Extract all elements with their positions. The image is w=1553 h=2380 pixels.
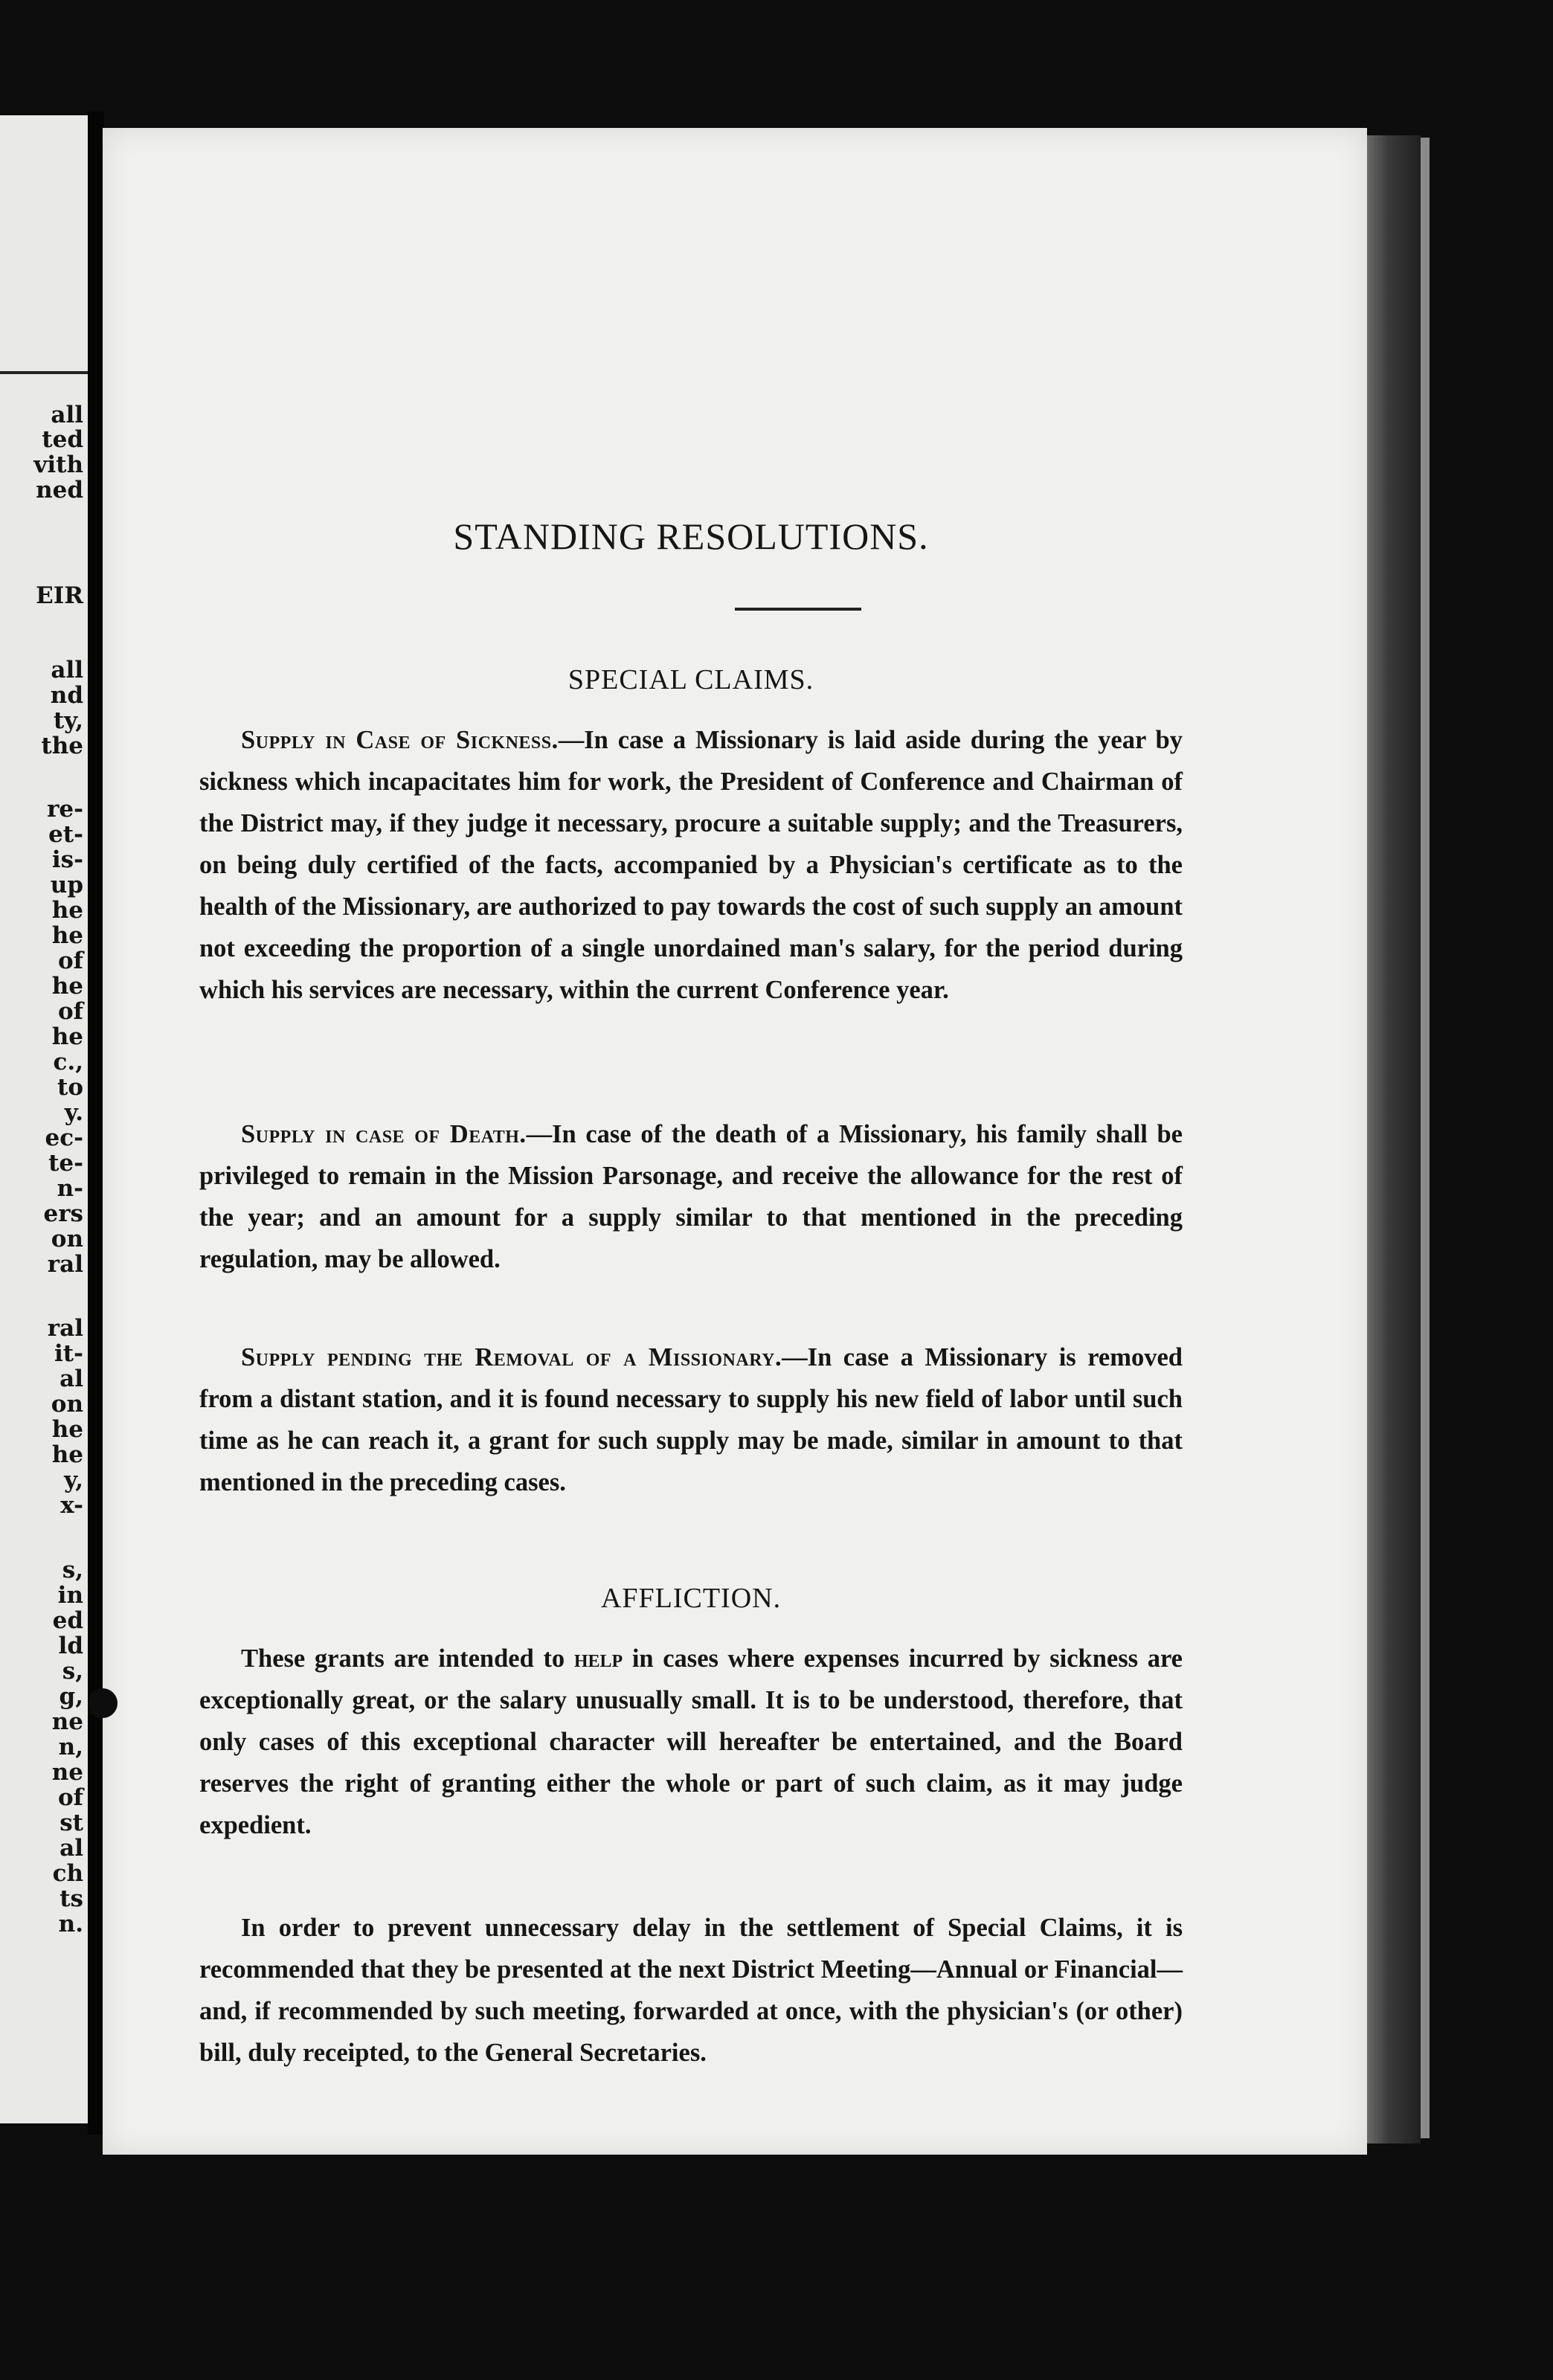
left-page-fragment: on [51, 1391, 83, 1418]
left-page-fragment: ch [52, 1860, 83, 1887]
left-page-fragment: he [51, 1023, 83, 1050]
left-page-fragment: ed [52, 1607, 83, 1634]
left-page-fragment: al [60, 1835, 83, 1862]
title-divider [735, 608, 861, 611]
paragraph-supply-sickness [199, 719, 1183, 1011]
book-page [103, 128, 1367, 2155]
left-page-fragment: ne [51, 1708, 83, 1735]
left-page-fragment: n- [57, 1175, 83, 1202]
left-page-fragment: on [51, 1226, 83, 1252]
left-page-fragment: c., [53, 1049, 83, 1075]
left-page-fragment: all [51, 402, 83, 428]
left-page-fragment: y. [64, 1099, 83, 1126]
paragraph-body-death: —In case of the death of a Missionary, his family shall be privileged to remain in the Mission Parsonage, and receive the allowance for the rest of the year; and an amount for a supply similar to that mentioned in the preceding regulation, may be allowed. [199, 1120, 1183, 1273]
left-page-fragment: y, [64, 1467, 83, 1493]
left-page-fragment: te- [48, 1150, 83, 1177]
left-page-fragment: vith [33, 451, 83, 478]
left-page-fragment: s, [62, 1658, 83, 1685]
left-page-fragment: ne [51, 1759, 83, 1786]
left-page-fragment: he [51, 1441, 83, 1468]
torn-paper-mark [88, 1688, 118, 1718]
left-page-fragment: ld [58, 1633, 83, 1659]
page-gutter [88, 112, 104, 2135]
left-page-fragment: he [51, 897, 83, 924]
left-page-fragment: of [57, 998, 83, 1025]
left-page-fragment: x- [60, 1492, 83, 1519]
left-page-fragment: et- [48, 821, 83, 848]
left-page-fragment: all [51, 657, 83, 684]
paragraph-lead-sickness: Supply in Case of Sickness. [241, 726, 559, 754]
paragraph-lead-removal: Supply pending the Removal of a Missionary. [241, 1343, 782, 1371]
left-page-fragment: n, [58, 1734, 83, 1760]
paragraph-body-removal: —In case a Missionary is removed from a distant station, and it is found necessary to supply his new field of labor until such time as he can reach it, a grant for such supply may be made, similar in amount to that mentioned in the preceding cases. [199, 1343, 1183, 1496]
left-page-fragment: the [41, 733, 83, 759]
left-page-fragment: ty, [53, 707, 83, 734]
paragraph-lead-death: Supply in case of Death. [241, 1120, 527, 1148]
page-title: STANDING RESOLUTIONS. [453, 515, 929, 557]
left-page-fragment: he [51, 1416, 83, 1443]
left-page-fragment: ers [43, 1200, 83, 1227]
left-page-fragment: he [51, 922, 83, 949]
page-stack-edge-outer [1421, 138, 1430, 2138]
left-page-fragment: of [57, 948, 83, 974]
paragraph-affliction-delay [199, 1907, 1183, 2074]
paragraph-text-delay: In order to prevent unnecessary delay in the settlement of Special Claims, it is recommended that they be presented at the next District Meeting—Annual or Financial—and, if recommended by such meeting, forwarded at once, with the physician's (or other) bill, duly receipted, to the General Secretaries. [199, 1914, 1183, 2067]
left-page-fragment: re- [47, 796, 83, 823]
left-page-fragment: ral [47, 1251, 83, 1278]
emphasis-help: help [573, 1644, 623, 1673]
left-page-fragment: ted [42, 426, 83, 453]
page-stack-edge [1367, 135, 1421, 2143]
left-page-rule [0, 371, 88, 374]
paragraph-text-end: in cases where expenses incurred by sickness are exceptionally great, or the salary unusually small. It is to be understood, therefore, that only cases of this exceptional character will hereafter be entertained, and the Board reserves the right of granting either the whole or part of such claim, as it may judge expedient. [199, 1644, 1183, 1839]
left-page-fragment: nd [50, 682, 83, 709]
paragraph-supply-death [199, 1113, 1183, 1280]
left-page-fragment: al [60, 1366, 83, 1392]
section-heading-special-claims: SPECIAL CLAIMS. [567, 664, 814, 695]
left-page-fragment: ec- [45, 1125, 83, 1151]
section-heading-affliction: AFFLICTION. [600, 1583, 782, 1614]
left-page-fragment: of [57, 1784, 83, 1811]
left-page-fragment: n. [58, 1911, 83, 1937]
paragraph-affliction-grants [199, 1638, 1183, 1846]
paragraph-text-start: These grants are intended to [241, 1644, 574, 1673]
left-page-fragment: st [60, 1810, 83, 1836]
left-page-fragment: ned [36, 477, 83, 504]
left-page-fragment: EIR [36, 582, 83, 609]
paragraph-supply-removal [199, 1337, 1183, 1503]
left-page-fragment: g, [59, 1683, 83, 1710]
left-page-fragment: is- [51, 846, 83, 873]
left-page-fragment: it- [54, 1340, 83, 1367]
left-page-fragment: s, [62, 1557, 83, 1583]
left-page-fragment: he [51, 973, 83, 1000]
paragraph-body-sickness: —In case a Missionary is laid aside during the year by sickness which incapacitates him for work, the President of Conference and Chairman of the District may, if they judge it necessary, procure a suitable supply; and the Treasurers, on being duly certified of the facts, accompanied by a Physician's certificate as to the health of the Missionary, are authorized to pay towards the cost of such supply an amount not exceeding the proportion of a single unordained man's salary, for the period during which his services are necessary, within the current Conference year. [199, 726, 1183, 1004]
left-facing-page [0, 115, 88, 2123]
left-page-fragment: up [50, 872, 83, 898]
left-page-fragment: ral [47, 1315, 83, 1342]
left-page-fragment: in [57, 1582, 83, 1609]
left-page-fragment: ts [60, 1885, 83, 1912]
left-page-fragment: to [57, 1074, 83, 1101]
